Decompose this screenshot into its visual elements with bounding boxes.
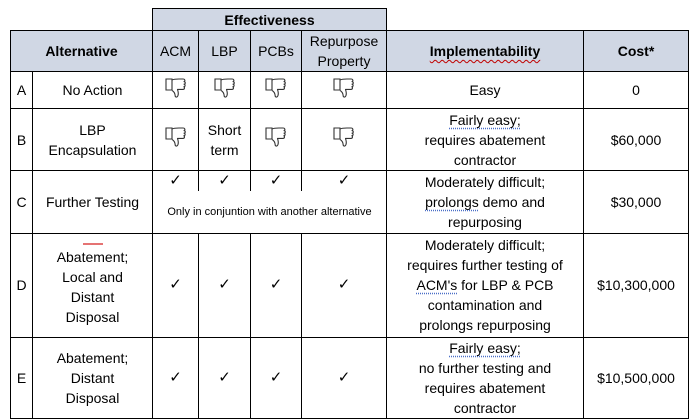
thumbs-down-icon xyxy=(164,77,188,99)
thumbs-down-icon xyxy=(264,126,288,148)
impl-line xyxy=(389,275,581,295)
impl-line xyxy=(389,192,581,212)
thumbs-down-icon xyxy=(332,77,356,99)
impl-line: no further testing and xyxy=(418,359,552,376)
acm-check: ✓ xyxy=(153,171,199,192)
lbp-check: ✓ xyxy=(199,233,251,337)
lbp-check: ✓ xyxy=(199,171,251,192)
thumbs-down-icon xyxy=(213,77,237,99)
implementability-cell xyxy=(387,233,584,337)
lbp-header: LBP xyxy=(199,31,251,72)
red-mark xyxy=(83,243,103,245)
impl-line: Moderately difficult; xyxy=(424,237,546,253)
cost-cell: 0 xyxy=(584,72,689,109)
alternative-line: Encapsulation xyxy=(48,141,137,158)
alternative-line: Abatement; xyxy=(56,249,129,265)
pcbs-check: ✓ xyxy=(251,233,302,337)
pcbs-check: ✓ xyxy=(251,337,302,418)
pcbs-header: PCBs xyxy=(251,31,302,72)
cost-cell: $60,000 xyxy=(584,109,689,171)
alternative-line: LBP xyxy=(79,121,106,138)
impl-line: Moderately difficult; xyxy=(424,173,546,190)
impl-line: contractor xyxy=(453,399,517,416)
repurpose-header xyxy=(302,31,387,72)
table-row xyxy=(11,171,689,192)
repurpose-check: ✓ xyxy=(302,171,387,192)
alternatives-table xyxy=(10,8,689,419)
impl-line: requires abatement xyxy=(424,379,546,396)
impl-rest: demo and xyxy=(478,193,545,210)
cost-cell: $10,500,000 xyxy=(584,337,689,418)
impl-underlined: prolongs xyxy=(425,193,479,210)
repurpose-check: ✓ xyxy=(302,337,387,418)
cost-cell: $10,300,000 xyxy=(584,233,689,337)
impl-rest: for LBP & PCB xyxy=(457,277,554,293)
acm-header: ACM xyxy=(153,31,199,72)
impl-line: requires abatement xyxy=(424,131,546,148)
acm-check: ✓ xyxy=(153,233,199,337)
implementability-cell xyxy=(387,109,584,171)
alternative-line: Distant xyxy=(70,289,115,305)
impl-line xyxy=(389,110,581,130)
impl-underlined: Fairly easy; xyxy=(449,111,521,128)
table-row xyxy=(11,233,689,337)
repurpose-header-line2: Property xyxy=(317,53,371,69)
row-id: D xyxy=(11,233,33,337)
blank-corner xyxy=(11,9,153,31)
alternative-line: Distant xyxy=(70,369,115,386)
lbp-note-line: term xyxy=(210,141,239,158)
thumbs-down-icon xyxy=(264,77,288,99)
alternative-header: Alternative xyxy=(11,31,153,72)
alternative-cell xyxy=(33,109,153,171)
acm-check: ✓ xyxy=(153,337,199,418)
alternative-cell: No Action xyxy=(33,72,153,109)
acm-cell xyxy=(153,109,199,171)
implementability-cell: Easy xyxy=(387,72,584,109)
repurpose-check: ✓ xyxy=(302,233,387,337)
repurpose-cell xyxy=(302,72,387,109)
table-row xyxy=(11,109,689,171)
alternative-cell xyxy=(33,233,153,337)
impl-line: contamination and xyxy=(427,297,543,313)
thumbs-down-icon xyxy=(164,126,188,148)
lbp-check: ✓ xyxy=(199,337,251,418)
impl-underlined: ACM's xyxy=(416,277,458,293)
lbp-cell xyxy=(199,72,251,109)
row-id: C xyxy=(11,171,33,234)
repurpose-header-line1: Repurpose xyxy=(309,33,379,49)
conjunction-note: Only in conjuntion with another alternative xyxy=(153,191,387,233)
alternative-cell: Further Testing xyxy=(33,171,153,234)
impl-underlined: Fairly easy; xyxy=(449,339,521,356)
repurpose-cell xyxy=(302,109,387,171)
lbp-note-line: Short xyxy=(207,121,242,138)
pcbs-check: ✓ xyxy=(251,171,302,192)
impl-line: requires further testing of xyxy=(407,257,563,273)
thumbs-down-icon xyxy=(332,126,356,148)
pcbs-cell xyxy=(251,109,302,171)
effectiveness-header: Effectiveness xyxy=(153,9,387,31)
table-row xyxy=(11,337,689,418)
lbp-cell xyxy=(199,109,251,171)
impl-line xyxy=(389,338,581,358)
row-id: B xyxy=(11,109,33,171)
table-row xyxy=(11,72,689,109)
alternative-line: Disposal xyxy=(65,389,120,406)
row-id: A xyxy=(11,72,33,109)
implementability-cell xyxy=(387,171,584,234)
implementability-header xyxy=(387,31,584,72)
cost-header: Cost* xyxy=(584,31,689,72)
impl-line: contractor xyxy=(453,151,517,168)
alternative-line: Abatement; xyxy=(56,349,129,366)
impl-line: prolongs repurposing xyxy=(419,317,551,333)
pcbs-cell xyxy=(251,72,302,109)
alternative-line: Disposal xyxy=(65,309,120,325)
implementability-cell xyxy=(387,337,584,418)
alternative-line: Local and xyxy=(62,269,123,285)
acm-cell xyxy=(153,72,199,109)
impl-line: repurposing xyxy=(448,213,522,230)
alternative-cell xyxy=(33,337,153,418)
cost-cell: $30,000 xyxy=(584,171,689,234)
row-id: E xyxy=(11,337,33,418)
implementability-header-text: Implementability xyxy=(429,43,541,59)
blank-corner-right xyxy=(387,9,689,31)
